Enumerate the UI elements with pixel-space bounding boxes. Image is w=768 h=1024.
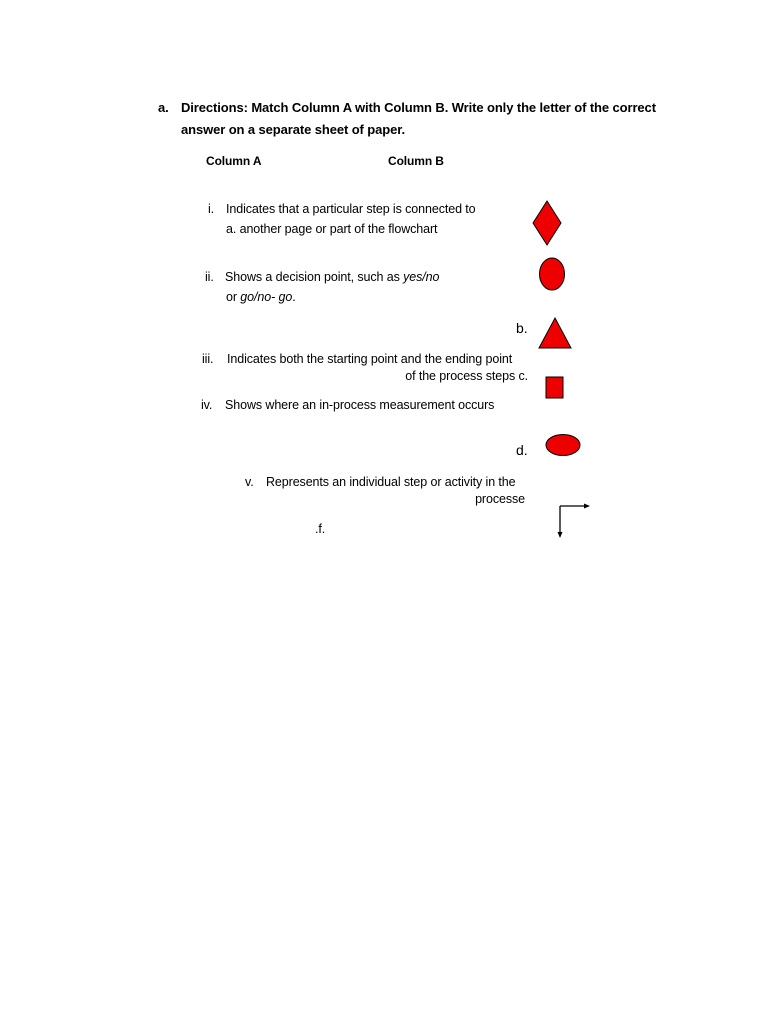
oval-icon [544, 432, 582, 458]
column-b-header: Column B [388, 154, 444, 168]
item-iv-numeral: iv. [201, 398, 213, 412]
letter-f: .f. [315, 522, 326, 536]
item-v-line-1: Represents an individual step or activity in the [266, 475, 516, 489]
item-iii-line-2: of the process steps c. [405, 369, 528, 383]
item-iii-line-1: Indicates both the starting point and the ending point [227, 352, 513, 366]
directions-line-2: answer on a separate sheet of paper. [181, 122, 405, 137]
connector-arrow-icon [553, 500, 593, 540]
item-ii-line-1: Shows a decision point, such as yes/no [225, 270, 440, 284]
directions-marker: a. [158, 100, 169, 115]
letter-d: d. [516, 442, 528, 458]
item-i-line-1: Indicates that a particular step is connected to [226, 202, 476, 216]
column-a-header: Column A [206, 154, 262, 168]
triangle-icon [537, 316, 573, 350]
item-v-line-2: processe [475, 492, 525, 506]
item-v-numeral: v. [245, 475, 254, 489]
item-ii-numeral: ii. [205, 270, 214, 284]
item-i-numeral: i. [208, 202, 215, 216]
square-icon [545, 376, 565, 400]
item-iii-numeral: iii. [202, 352, 214, 366]
circle-icon [537, 256, 567, 292]
directions-line-1: Directions: Match Column A with Column B. Write only the letter of the correct [181, 100, 656, 115]
item-ii-line-2: or go/no- go. [226, 290, 296, 304]
letter-b: b. [516, 320, 528, 336]
item-i-line-2: a. another page or part of the flowchart [226, 222, 438, 236]
item-iv-line-1: Shows where an in-process measurement occurs [225, 398, 495, 412]
diamond-icon [531, 199, 563, 247]
